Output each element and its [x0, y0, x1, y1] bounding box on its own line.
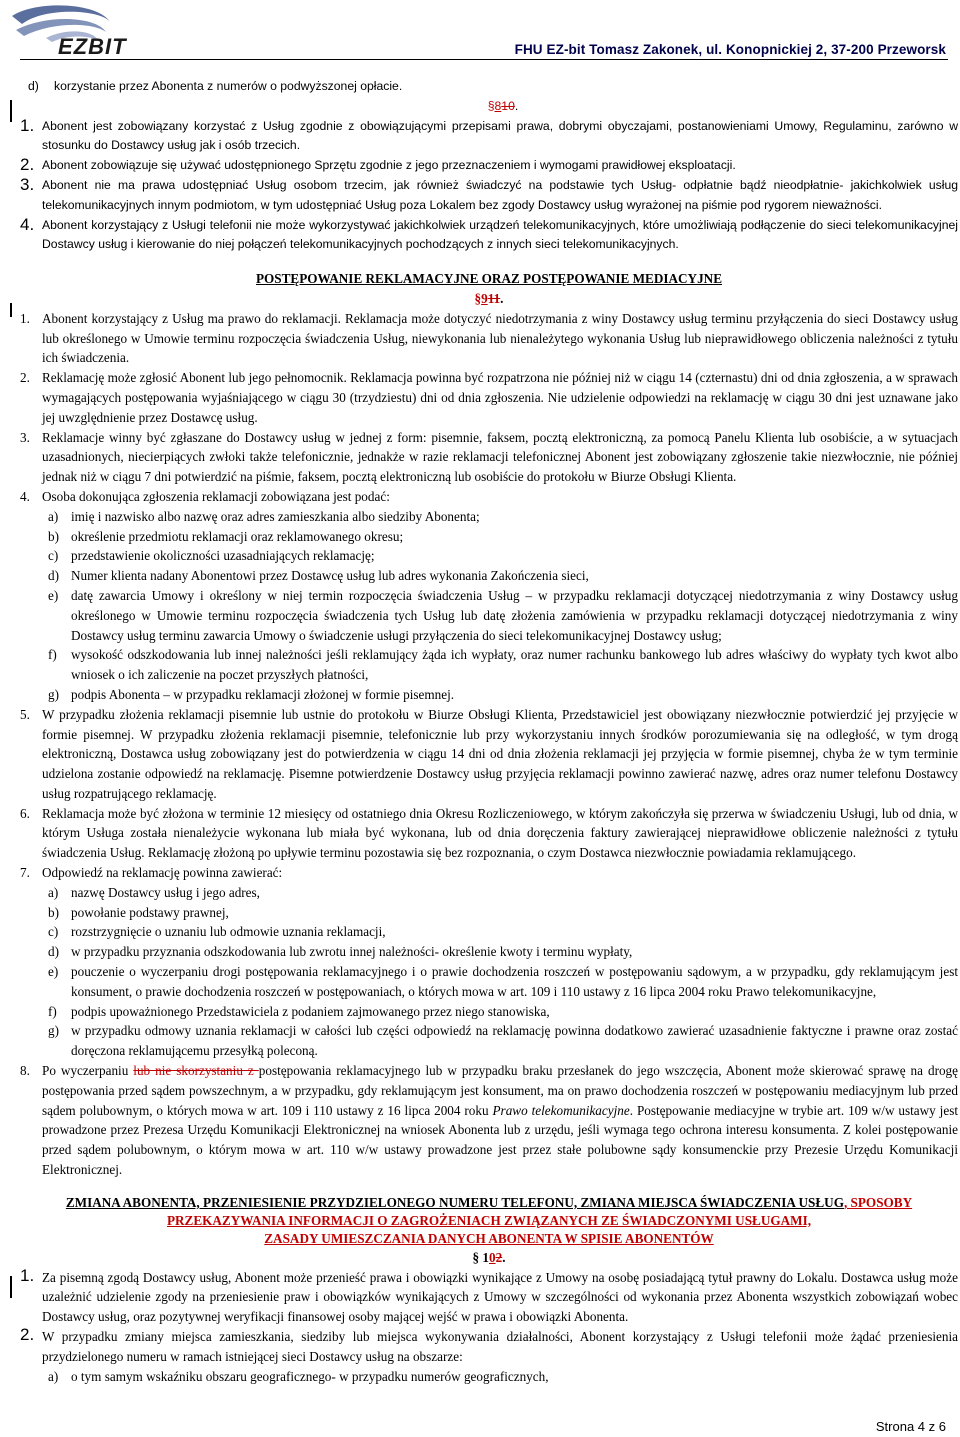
- revision-bar: [10, 1276, 12, 1298]
- sub-item: f) wysokość odszkodowania lub innej należności jeśli reklamujący żąda ich wypłaty, oraz numer rachunku bankowego lub adres właściwy do wypłaty tych kwot albo wniosek o ich zaliczenie na poczet przyszłych płatności,: [48, 647, 958, 683]
- section-8-list: [20, 117, 958, 256]
- section-10-list: [20, 1265, 958, 1387]
- list-item: 4. Osoba dokonująca zgłoszenia reklamacji zobowiązana jest podać:: [20, 488, 390, 504]
- sub-item: a) nazwę Dostawcy usług i jego adres,: [48, 884, 260, 900]
- list-item: 6. Reklamacja może być złożona w terminie 12 miesięcy od ostatniego dnia Okresu Rozliczeniowego, w którym zakończyła się przerwa w świadczeniu Usługi, lub od dnia, w którym Usługa została nienależycie wykonana lub miała być wykonana, lub od dnia doręczenia faktury zawierającej nieprawidłowe obliczenie należności z tytułu świadczenia Usług. Reklamację złożoną po upływie terminu pozostawia się bez rozpoznania, o czym Dostawca niezwłocznie powiadamia reklamującego.: [20, 805, 958, 861]
- sub-item: c) rozstrzygnięcie o uznaniu lub odmowie uznania reklamacji,: [48, 924, 386, 940]
- sub-item: f) podpis upoważnionego Przedstawiciela z podaniem zajmowanego przez niego stanowiska,: [48, 1003, 550, 1019]
- sub-item: d) w przypadku przyznania odszkodowania lub zwrotu innej należności- określenie kwoty i terminu wypłaty,: [48, 944, 633, 960]
- list-item: 1. Abonent korzystający z Usług ma prawo do reklamacji. Reklamacja może dotyczyć niedotrzymania z winy Dostawcy usług terminu przyłączenia do sieci Dostawcy usług lub określonego w Umowie terminu rozpoczęcia świadczenia Usług, niewykonania lub nienależytego wykonania Usług lub nieprawidłowego obliczenia należności z tytułu ich świadczenia.: [20, 310, 958, 366]
- section-title-9: POSTĘPOWANIE REKLAMACYJNE ORAZ POSTĘPOWANIE MEDIACYJNE: [255, 271, 722, 287]
- sub-item: c) przedstawienie okoliczności uzasadniających reklamację;: [48, 548, 375, 564]
- section-number-8: §810.: [487, 98, 519, 113]
- list-item: 3. Reklamacje winny być zgłaszane do Dostawcy usług w jednej z form: pisemnie, faksem, pocztą elektroniczną, za pomocą Panelu Klienta lub osobiście, a w sytuacjach uzasadnionych, niecierpiących zwłoki także telefonicznie, jednakże w razie reklamacji telefonicznej Abonent jest zobowiązany zgłoszenie takie niezwłocznie, nie później jednak niż w ciągu 7 dni potwierdzić na piśmie, faksem, pocztą elektroniczną lub osobiście do protokołu w Biurze Obsługi Klienta.: [20, 429, 958, 485]
- list-item: d) korzystanie przez Abonenta z numerów o podwyższonej opłacie.: [28, 79, 403, 93]
- list-item: 8. Po wyczerpaniu lub nie skorzystaniu z postępowania reklamacyjnego lub w przypadku braku przesłanek do jego wszczęcia, Abonent może skierować sprawę na drogę postępowania przed sądem powszechnym, a w przypadku, gdy reklamującym jest konsument, ma on prawo dochodzenia roszczeń w postępowaniu mediacyjnym lub przed sądem polubownym, o których mowa w art. 109 i 110 ustawy z 16 lipca 2004 roku Prawo telekomunikacyjne. Postępowanie mediacyjne w trybie art. 109 w/w ustawy jest prowadzone przez Prezesa Urzędu Komunikacji Elektronicznej na wniosek Abonenta lub z urzędu, jeśli wymaga tego ochrona interesu konsumenta. Z kolei postępowanie przed sądem polubownym, o którym mowa w art. 110 w/w ustawy prowadzone jest przez stałe polubowne sądy konsumenckie przy Prezesie Urzędu Komunikacji Elektronicznej.: [20, 1063, 959, 1178]
- list-item: 2. Reklamację może zgłosić Abonent lub jego pełnomocnik. Reklamacja powinna być rozpatrzona nie później niż w ciągu 14 (czternastu) dni od dnia zgłoszenia, a w sprawach wymagających postępowania wyjaśniającego w ciągu 30 (trzydziestu) dni od dnia zgłoszenia. Nie udzielenie odpowiedzi na reklamację w ciągu 30 dni jest uznawane jako jej uwzględnienie przez Dostawcę usług.: [20, 370, 958, 425]
- revision-bar: [10, 303, 12, 317]
- section-9-list: [20, 309, 958, 1180]
- sub-item: b) powołanie podstawy prawnej,: [48, 904, 229, 920]
- ezbit-logo: [6, 2, 156, 60]
- header-rule: [20, 59, 948, 60]
- list-item: 1. Abonent jest zobowiązany korzystać z Usług zgodnie z obowiązującymi przepisami prawa, dobrymi obyczajami, postanowieniami Umowy, Regulaminu, zarówno w stosunku do Dostawcy usług jak i osób trzecich.: [20, 115, 958, 153]
- list-item: 4. Abonent korzystający z Usługi telefonii nie może wykorzystywać jakichkolwiek urządzeń telekomunikacyjnych, które umożliwiają podłączenie do sieci telekomunikacyjnej Dostawcy usług i kierowanie do niej połączeń telekomunikacyjnych pochodzących z innych sieci telekomunikacyjnych.: [20, 214, 958, 252]
- list-item: 2. Abonent zobowiązuje się używać udostępnionego Sprzętu zgodnie z jego przeznaczeniem i wymogami prawidłowej eksploatacji.: [20, 155, 736, 175]
- sub-item: d) Numer klienta nadany Abonentowi przez Dostawcę usług lub adres wykonania Zakończenia sieci,: [48, 568, 589, 584]
- list-item: 1. Za pisemną zgodą Dostawcy usług, Abonent może przenieść prawa i obowiązki wynikające z Umowy na osobę posiadającą tytuł prawny do Lokalu. Dostawca usług może uzależnić udzielenie zgody na przeniesienie praw i obowiązków wynikających z Umowy w szczególności od wykonania przez Abonenta wszystkich zobowiązań wobec Dostawcy usług, oraz pozytywnej weryfikacji finansowej osoby mającej wejść w prawa i obowiązki Abonenta.: [20, 1265, 958, 1325]
- sub-item: g) podpis Abonenta – w przypadku reklamacji złożonej w formie pisemnej.: [48, 686, 455, 702]
- company-address: FHU EZ-bit Tomasz Zakonek, ul. Konopnickiej 2, 37-200 Przeworsk: [514, 42, 946, 57]
- section-title-10: ZMIANA ABONENTA, PRZENIESIENIE PRZYDZIELONEGO NUMERU TELEFONU, ZMIANA MIEJSCA ŚWIADCZENIA USŁUG, SPOSOBY PRZEKAZYWANIA INFORMACJI O ZAGROŻENIACH ZWIĄZANYCH ZE ŚWIADCZONYMI USŁUGAMI, ZASADY UMIESZCZANIA DANYCH ABONENTA W SPISIE ABONENTÓW: [65, 1194, 913, 1246]
- list-item: 5. W przypadku złożenia reklamacji pisemnie lub ustnie do protokołu w Biurze Obsługi Klienta, Przedstawiciel jest obowiązany niezwłocznie potwierdzić jej przyjęcie w formie pisemnej. W przypadku złożenia reklamacji pisemnie, telefonicznie lub przy wykorzystaniu innych środków porozumiewania się na odległość, w tym drogą elektroniczną, Dostawca usług zobowiązany jest do potwierdzenia w ciągu 14 dni od dnia złożenia reklamacji jej przyjęcia w formie pisemnej, chyba że w tym terminie udzielona zostanie odpowiedź na reklamację. Pisemne potwierdzenie Dostawcy usług przyjęcia reklamacji powinno zawierać nazwę, adres oraz numer telefonu Dostawcy usług rozpatrującego reklamację.: [20, 706, 958, 801]
- sub-item: b) określenie przedmiotu reklamacji oraz reklamowanego okresu;: [48, 528, 404, 544]
- sub-item: a) o tym samym wskaźniku obszaru geograficznego- w przypadku numerów geograficznych,: [48, 1368, 549, 1384]
- list-item: 7. Odpowiedź na reklamację powinna zawierać:: [20, 865, 283, 881]
- page-header: [0, 0, 960, 60]
- section-number-9: §911.: [474, 290, 504, 306]
- document-body: [20, 77, 958, 1386]
- svg-text:EZBIT: EZBIT: [58, 34, 127, 59]
- revision-bar: [10, 100, 12, 122]
- page-number: Strona 4 z 6: [875, 1419, 946, 1434]
- sub-item: e) pouczenie o wyczerpaniu drogi postępowania reklamacyjnego i o prawie dochodzenia roszczeń w postępowaniu sądowym, a w przypadku, gdy reklamującym jest konsument, o prawie dochodzenia roszczeń w postępowaniach, o których mowa w art. 109 i 110 ustawy z 16 lipca 2004 roku Prawo telekomunikacyjne,: [48, 964, 958, 999]
- sub-item: e) datę zawarcia Umowy i określony w niej termin rozpoczęcia świadczenia Usług – w przypadku reklamacji dotyczącej niedotrzymania z winy Dostawcy usług określonego w Umowie terminu rozpoczęcia świadczenia tych Usług lub datę złożenia zamówienia w przypadku reklamacji dotyczącej niedotrzymania z winy Dostawcy usług terminu zawarcia Umowy o świadczenie usługi przyłączenia do sieci telekomunikacyjnej Dostawcy usług;: [48, 587, 958, 643]
- sub-item: a) imię i nazwisko albo nazwę oraz adres zamieszkania albo siedziby Abonenta;: [48, 508, 480, 524]
- list-item: 3. Abonent nie ma prawa udostępniać Usług osobom trzecim, jak również świadczyć na podstawie tych Usług- odpłatnie bądź nieodpłatnie- jakichkolwiek usług telekomunikacyjnych innym podmiotom, w tym udostępniać Usług poza Lokalem bez zgody Dostawcy usług wyrażonej na piśmie pod rygorem nieważności.: [20, 174, 958, 212]
- sub-item: g) w przypadku odmowy uznania reklamacji w całości lub części odpowiedź na reklamację powinna dodatkowo zawierać uzasadnienie faktyczne i prawne oraz zostać doręczona reklamującemu przesyłką poleconą.: [48, 1023, 958, 1059]
- list-item: 2. W przypadku zmiany miejsca zamieszkania, siedziby lub miejsca wykonywania działalności, Abonent korzystający z Usługi telefonii może żądać przeniesienia przydzielonego numeru w ramach istniejącej sieci Dostawcy usług na obszarze:: [20, 1325, 958, 1364]
- section-number-10: § 102.: [472, 1249, 506, 1265]
